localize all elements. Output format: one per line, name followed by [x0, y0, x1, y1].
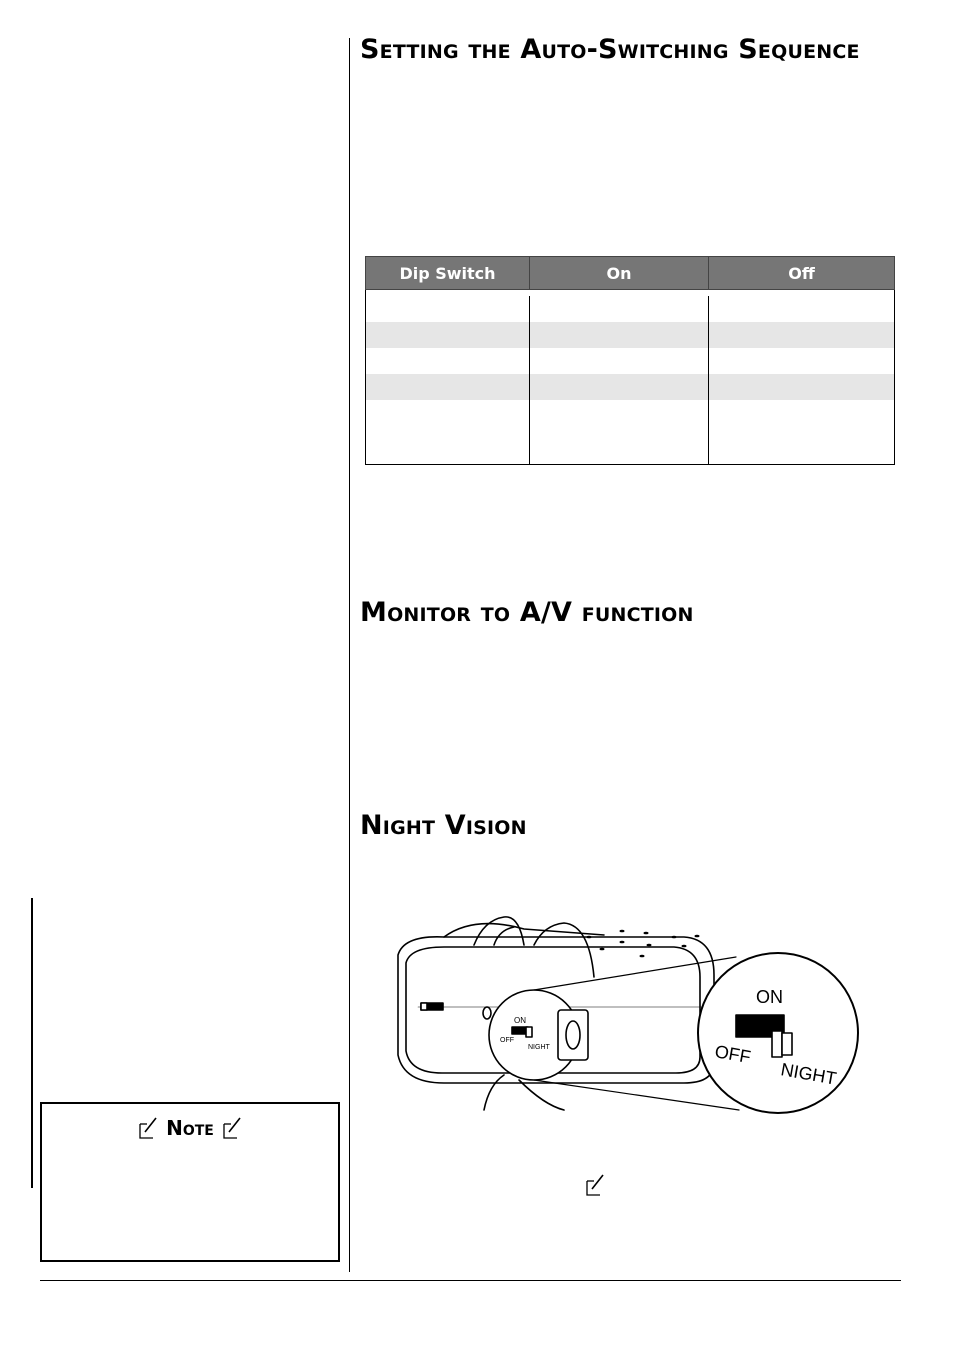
note-title: Note — [166, 1115, 214, 1140]
sidebar-rule — [31, 898, 33, 1188]
small-off-label: OFF — [500, 1037, 514, 1044]
heading-night-vision: Night Vision — [360, 810, 527, 841]
zoom-off-label: OFF — [713, 1041, 753, 1068]
col-header-on: On — [530, 257, 709, 290]
footer-rule — [40, 1280, 901, 1281]
note-pencil-icon — [584, 1173, 606, 1197]
note-pencil-icon — [221, 1116, 243, 1140]
table-row — [366, 400, 895, 465]
dip-switch-table — [365, 256, 895, 465]
col-header-dip-switch: Dip Switch — [366, 257, 530, 290]
note-title-row — [42, 1114, 338, 1140]
heading-monitor-av: Monitor to A/V function — [360, 597, 694, 628]
note-box — [40, 1102, 340, 1262]
zoom-on-label: ON — [756, 987, 783, 1007]
table-row — [366, 296, 895, 322]
heading-auto-switching: Setting the Auto-Switching Sequence — [360, 34, 860, 65]
col-header-off: Off — [709, 257, 895, 290]
note-pencil-icon — [137, 1116, 159, 1140]
column-divider — [349, 38, 350, 1272]
camera-illustration — [384, 915, 864, 1115]
table-row — [366, 348, 895, 374]
table-row — [366, 374, 895, 400]
table-header-row — [366, 257, 895, 290]
small-on-label: ON — [514, 1016, 526, 1025]
table-row — [366, 322, 895, 348]
zoom-night-label: NIGHT — [779, 1059, 838, 1089]
small-night-label: NIGHT — [528, 1044, 550, 1051]
